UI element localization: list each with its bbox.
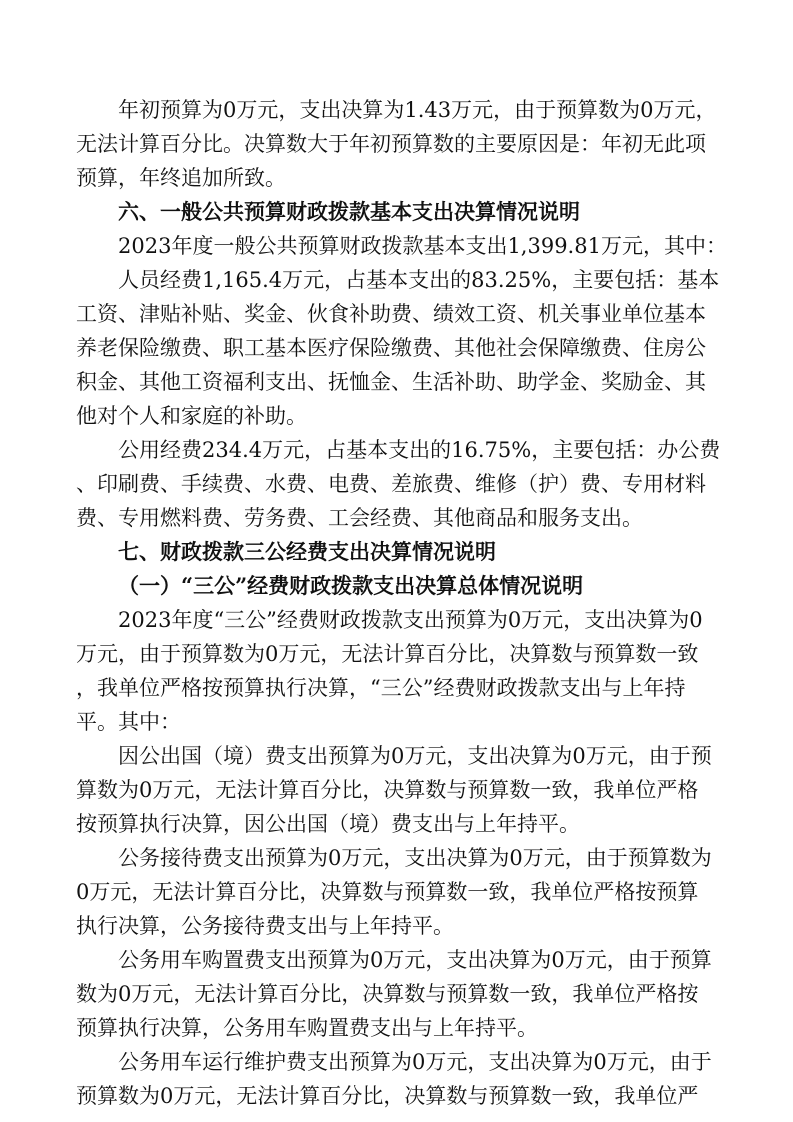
paragraph-line: 、印刷费、手续费、水费、电费、差旅费、维修（护）费、专用材料 <box>76 472 706 496</box>
paragraph-line: 公务用车运行维护费支出预算为0万元，支出决算为0万元，由于 <box>118 1050 712 1074</box>
paragraph-line: 因公出国（境）费支出预算为0万元，支出决算为0万元，由于预 <box>118 744 712 768</box>
paragraph-line: 积金、其他工资福利支出、抚恤金、生活补助、助学金、奖励金、其 <box>76 370 706 394</box>
paragraph-line: 他对个人和家庭的补助。 <box>76 404 307 428</box>
paragraph-line: 2023年度一般公共预算财政拨款基本支出1,399.81万元，其中： <box>118 234 727 258</box>
paragraph-line: 2023年度“三公”经费财政拨款支出预算为0万元，支出决算为0 <box>118 608 703 632</box>
paragraph-line: 万元，由于预算数为0万元，无法计算百分比，决算数与预算数一致 <box>76 642 699 666</box>
paragraph-line: 公用经费234.4万元，占基本支出的16.75%，主要包括：办公费 <box>118 438 721 462</box>
paragraph-line: 公务接待费支出预算为0万元，支出决算为0万元，由于预算数为 <box>118 846 712 870</box>
subsection-heading-1: （一）“三公”经费财政拨款支出决算总体情况说明 <box>118 573 584 598</box>
paragraph-line: 人员经费1,165.4万元，占基本支出的83.25%，主要包括：基本 <box>118 268 720 292</box>
paragraph-line: 算数为0万元，无法计算百分比，决算数与预算数一致，我单位严格 <box>76 778 699 802</box>
paragraph-line: 0万元，无法计算百分比，决算数与预算数一致，我单位严格按预算 <box>76 880 699 904</box>
paragraph-line: 无法计算百分比。决算数大于年初预算数的主要原因是：年初无此项 <box>76 132 706 156</box>
paragraph-line: 预算执行决算，公务用车购置费支出与上年持平。 <box>76 1016 538 1040</box>
paragraph-line: 工资、津贴补贴、奖金、伙食补助费、绩效工资、机关事业单位基本 <box>76 302 706 326</box>
paragraph-line: 预算数为0万元，无法计算百分比，决算数与预算数一致，我单位严 <box>76 1084 699 1108</box>
paragraph-line: 费、专用燃料费、劳务费、工会经费、其他商品和服务支出。 <box>76 506 643 530</box>
paragraph-line: 年初预算为0万元，支出决算为1.43万元，由于预算数为0万元， <box>118 98 717 122</box>
paragraph-line: 数为0万元，无法计算百分比，决算数与预算数一致，我单位严格按 <box>76 982 699 1006</box>
paragraph-line: 预算，年终追加所致。 <box>76 166 286 190</box>
paragraph-line: 执行决算，公务接待费支出与上年持平。 <box>76 914 454 938</box>
paragraph-line: 按预算执行决算，因公出国（境）费支出与上年持平。 <box>76 812 580 836</box>
paragraph-line: 养老保险缴费、职工基本医疗保险缴费、其他社会保障缴费、住房公 <box>76 336 706 360</box>
paragraph-line: 公务用车购置费支出预算为0万元，支出决算为0万元，由于预算 <box>118 948 712 972</box>
paragraph-line: ，我单位严格按预算执行决算，“三公”经费财政拨款支出与上年持 <box>76 676 686 700</box>
section-heading-6: 六、一般公共预算财政拨款基本支出决算情况说明 <box>118 199 580 224</box>
section-heading-7: 七、财政拨款三公经费支出决算情况说明 <box>118 539 496 564</box>
paragraph-line: 平。其中： <box>76 710 181 734</box>
